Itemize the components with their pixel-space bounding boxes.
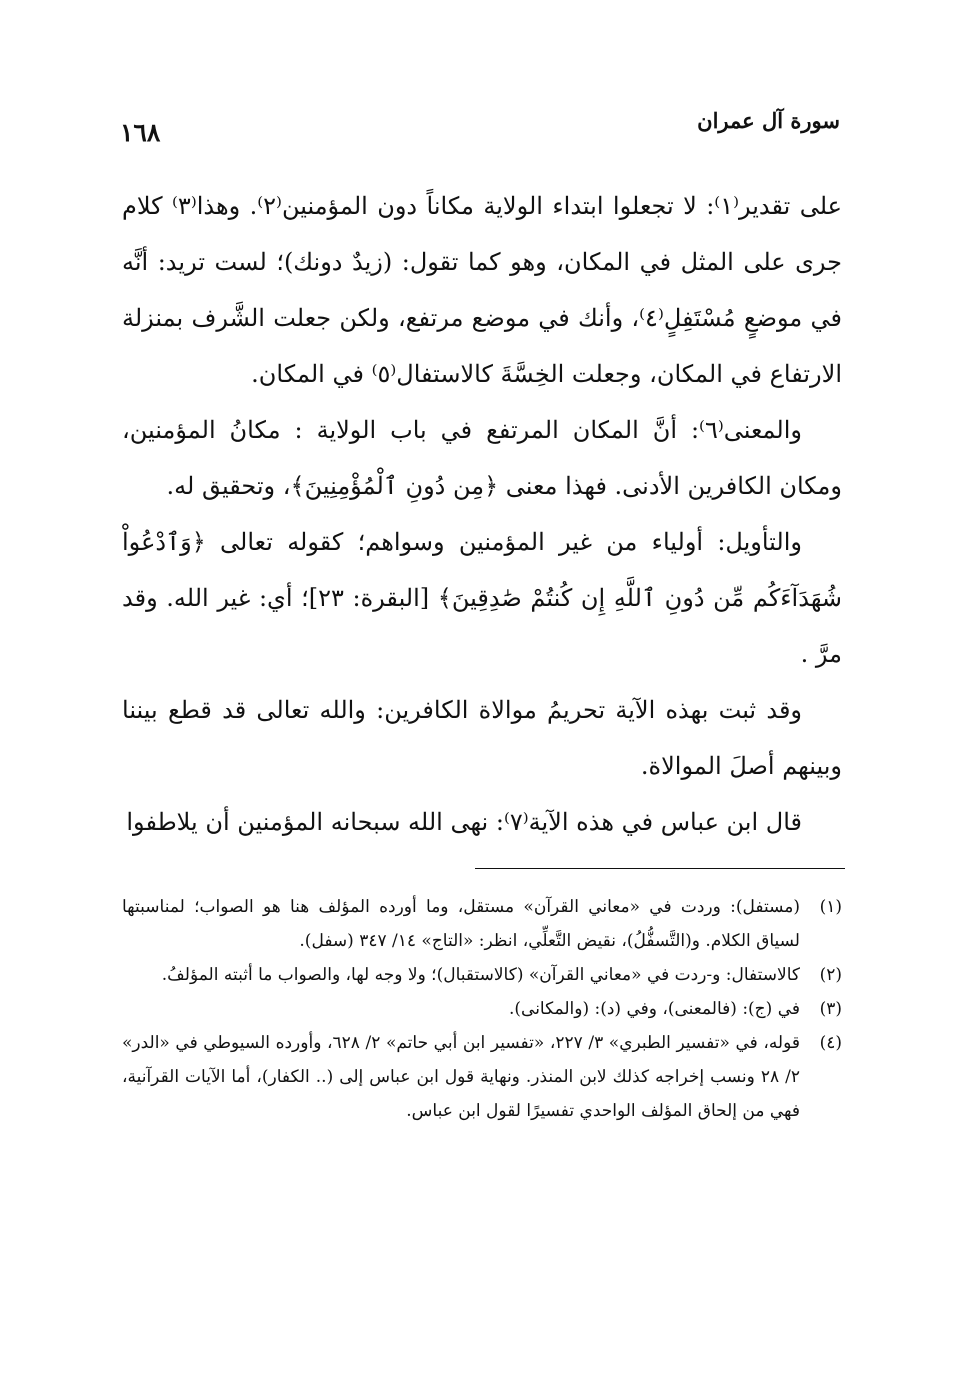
paragraph: والتأويل: أولياء من غير المؤمنين وسواهم؛ كقوله تعالى ﴿وَٱدْعُواْ شُهَدَآءَكُم مِّن دُونِ ٱللَّهِ إِن كُنتُمْ صَٰدِقِينَ﴾ [البقرة: ٢٣]؛ أي: غير الله. وقد مرَّ . [122,528,842,668]
footnote-number: (٢) [819,965,842,985]
footnote-text: كالاستفال: و-ردت في «معاني القرآن» (كالاستقبال)؛ ولا وجه لها، والصواب ما أثبته المؤلفُ. [161,965,800,985]
paragraph: على تقدير⁽١⁾: لا تجعلوا ابتداء الولاية مكاناً دون المؤمنين⁽٢⁾. وهذا⁽٣⁾ كلام جرى على المثل في المكان، وهو كما تقول: (زيدٌ دونك)؛ لست تريد: أنَّه في موضعٍ مُسْتَفِلٍ⁽٤⁾، وأنك في موضع مرتفع، ولكن جعلت الشَّرف بمنزلة الارتفاع في المكان، وجعلت الخِسَّةَ كالاستفال⁽٥⁾ في المكان. [122,192,842,388]
footnote [122,1026,842,1128]
footnote-divider [475,868,845,869]
footnote [122,890,842,958]
paragraph: والمعنى⁽٦⁾: أنَّ المكان المرتفع في باب الولاية : مكانُ المؤمنين، ومكان الكافرين الأدنى. فهذا معنى ﴿مِن دُونِ ٱلْمُؤْمِنِينَ﴾، وتحقيق له. [122,416,842,500]
running-title: سورة آل عمران [697,108,840,133]
footnote-number: (١) [819,897,842,917]
footnote [122,992,842,1026]
footnote-text: في (ج): (فالمعنى)، وفي (د): (والمكانى). [509,999,800,1019]
footnote-text: قوله، في «تفسير الطبري» ٣/ ٢٢٧، «تفسير ابن أبي حاتم» ٢/ ٦٢٨، وأورده السيوطي في «الدر» ٢/ ٢٨ ونسب إخراجه كذلك لابن المنذر. ونهاية قول ابن عباس إلى (.. الكفار)، أما الآيات القرآنية، فهي من إلحاق المؤلف الواحدي تفسيرًا لقول ابن عباس. [122,1033,801,1121]
page-header [120,100,840,150]
paragraph: وقد ثبت بهذه الآية تحريمُ موالاة الكافرين: والله تعالى قد قطع بيننا وبينهم أصلَ الموالاة. [122,696,842,780]
main-text [122,178,842,850]
page-number: ١٦٨ [120,118,161,147]
footnote [122,958,842,992]
paragraph: قال ابن عباس في هذه الآية⁽٧⁾: نهى الله سبحانه المؤمنين أن يلاطفوا [126,808,802,836]
footnote-number: (٤) [819,1033,842,1053]
footnotes [122,890,842,1128]
footnote-number: (٣) [819,999,842,1019]
footnote-text: (مستفل): وردت في «معاني القرآن» مستقل، وما أورده المؤلف هنا هو الصواب؛ لمناسبتها لسياق الكلام. و(التَّسفُّلُ)، نقيض التَّعلِّي، انظر: «التاج» ١٤/ ٣٤٧ (سفل). [122,897,800,951]
